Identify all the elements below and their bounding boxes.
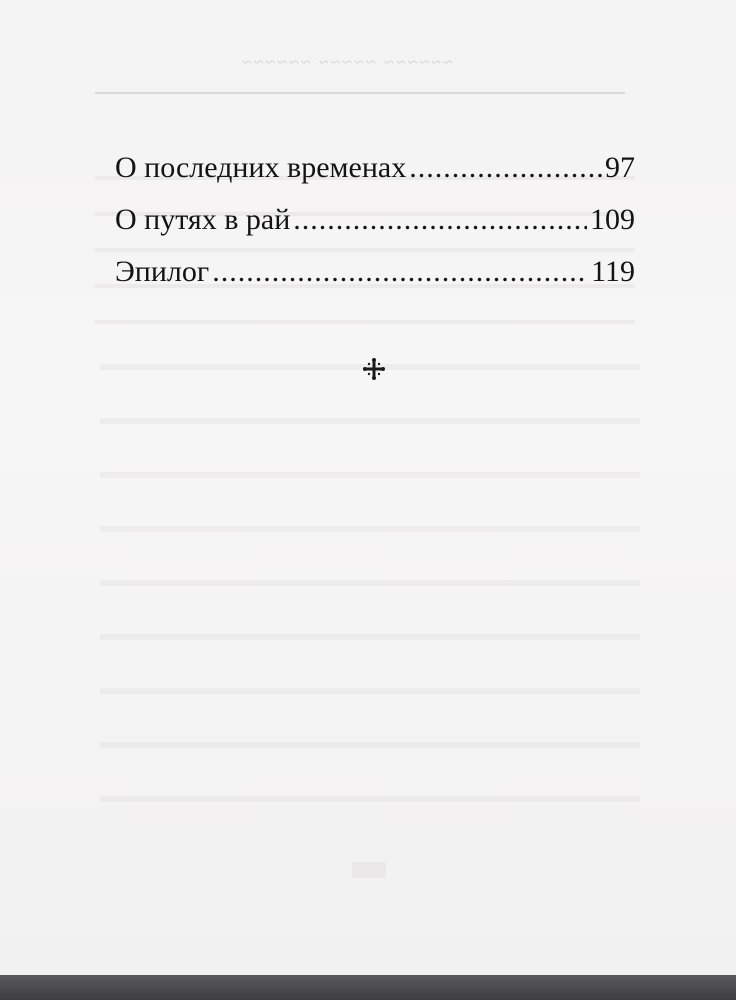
bleed-through-rule xyxy=(95,92,625,94)
toc-entry-title: О последних временах xyxy=(115,151,407,184)
toc-entry-page: 109 xyxy=(590,203,635,236)
toc-entry[interactable] xyxy=(115,246,635,298)
toc-entry-title: Эпилог xyxy=(115,255,210,288)
toc-leader-dots xyxy=(212,246,588,298)
bleed-through-page-number xyxy=(352,862,386,878)
toc-leader-dots xyxy=(409,142,602,194)
scanner-bottom-edge xyxy=(0,975,736,1000)
bleed-through-block-bottom xyxy=(100,340,640,810)
table-of-contents xyxy=(115,142,635,298)
toc-entry[interactable] xyxy=(115,194,635,246)
toc-entry-page: 119 xyxy=(591,255,635,288)
toc-leader-dots xyxy=(293,194,587,246)
toc-entry-page: 97 xyxy=(605,151,635,184)
toc-entry-title: О путях в рай xyxy=(115,203,291,236)
toc-entry[interactable] xyxy=(115,142,635,194)
bleed-through-header: ~~~~~~ ~~~~~ ~~~~~~ xyxy=(240,52,453,72)
cross-ornament-icon xyxy=(363,358,385,380)
